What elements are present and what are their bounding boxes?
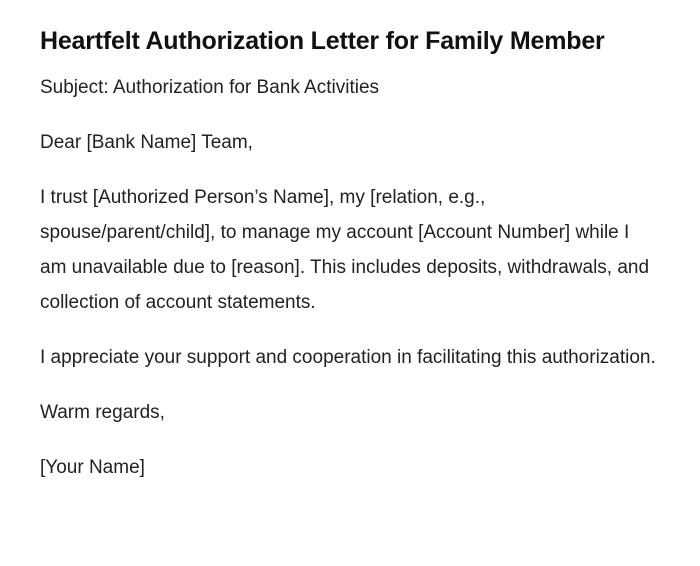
letter-subject: Subject: Authorization for Bank Activities [40, 77, 380, 98]
letter-closing: Warm regards, [40, 402, 165, 423]
letter-signature: [Your Name] [40, 457, 145, 478]
letter-greeting: Dear [Bank Name] Team, [40, 132, 253, 153]
letter-body-paragraph: I appreciate your support and cooperation in facilitating this authorization. [40, 347, 656, 368]
letter-title: Heartfelt Authorization Letter for Family Member [40, 27, 605, 55]
letter-body-paragraph: I trust [Authorized Person’s Name], my [relation, e.g., spouse/parent/child], to manage my account [Account Number] while I am unavailable due to [reason]. This includes deposits, withdrawals, and collection of account statements. [40, 187, 650, 313]
